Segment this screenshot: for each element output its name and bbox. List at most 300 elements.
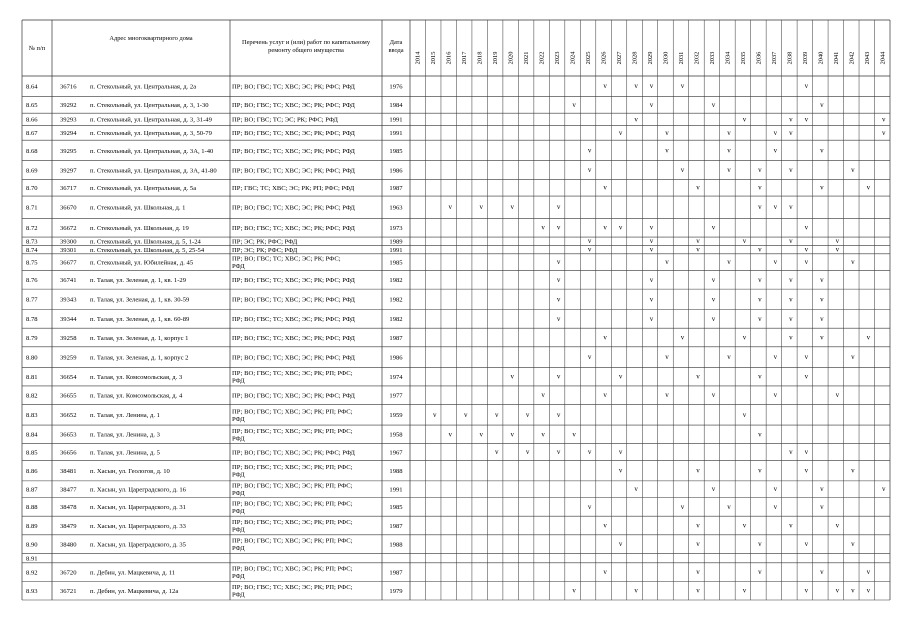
row-mark-2029: v (649, 245, 654, 254)
header-year-2038: 2038 (786, 51, 794, 65)
row-mark-2036: v (758, 183, 762, 192)
row-mark-2035: v (742, 521, 747, 530)
row-mark-2040: v (820, 485, 824, 494)
table-row (26, 519, 840, 534)
row-works-line1: ПР; ВО; ГВС; ТС; ХВС; ЭС; РК; РП; РФС; (232, 584, 353, 592)
row-works-line1: ПР; ВО; ГВС; ТС; ХВС; ЭС; РК; РП; РФС; (232, 427, 353, 435)
row-mark-2035: v (742, 586, 747, 595)
row-mark-2030: v (665, 128, 669, 137)
row-mark-2040: v (820, 183, 824, 192)
row-mark-2039: v (804, 448, 809, 457)
row-house-id: 38478 (60, 504, 77, 512)
row-house-id: 38477 (60, 486, 77, 494)
row-address: п. Стекольный, ул. Центральная, д. 5а (90, 184, 197, 192)
row-commission-year: 1991 (389, 246, 403, 254)
row-mark-2038: v (789, 295, 793, 304)
row-works-line1: ПР; ВО; ГВС; ТС; ХВС; ЭС; РК; РП; РФС; (232, 482, 353, 490)
row-address: п. Стекольный, ул. Школьная, д. 1 (90, 204, 186, 212)
row-mark-2038: v (789, 115, 793, 124)
row-house-id: 36656 (60, 449, 77, 457)
row-address: п. Талая, ул. Ленина, д. 1 (90, 412, 160, 420)
row-mark-2037: v (773, 203, 778, 212)
row-num: 8.70 (26, 184, 38, 192)
header-year-2039: 2039 (801, 51, 809, 65)
row-mark-2031: v (680, 166, 685, 175)
row-address: п. Хасын, ул. Цареградского, д. 16 (90, 486, 186, 494)
row-num: 8.86 (26, 467, 38, 475)
row-mark-2032: v (696, 586, 700, 595)
row-mark-2033: v (711, 485, 716, 494)
row-mark-2042: v (851, 166, 855, 175)
row-mark-2028: v (634, 115, 638, 124)
row-mark-2042: v (851, 258, 855, 267)
row-mark-2027: v (618, 540, 623, 549)
header-year-2032: 2032 (693, 51, 701, 65)
header-year-2040: 2040 (817, 51, 825, 65)
row-num: 8.91 (26, 555, 38, 563)
row-commission-year: 1985 (389, 504, 403, 512)
row-mark-2035: v (742, 410, 747, 419)
row-commission-year: 1987 (389, 184, 403, 192)
row-commission-year: 1988 (389, 541, 403, 549)
row-mark-2026: v (603, 183, 607, 192)
row-commission-year: 1987 (389, 522, 403, 530)
row-mark-2026: v (603, 521, 607, 530)
row-mark-2036: v (758, 166, 762, 175)
row-mark-2039: v (804, 115, 809, 124)
row-mark-2037: v (773, 353, 778, 362)
row-mark-2036: v (758, 314, 762, 323)
row-house-id: 39259 (60, 354, 77, 362)
row-mark-2040: v (820, 100, 824, 109)
row-house-id: 39344 (60, 316, 77, 324)
row-mark-2033: v (711, 314, 716, 323)
row-mark-2025: v (587, 353, 592, 362)
row-mark-2034: v (727, 258, 731, 267)
row-commission-year: 1986 (389, 354, 403, 362)
row-mark-2035: v (742, 115, 747, 124)
row-mark-2038: v (789, 128, 793, 137)
row-mark-2039: v (804, 245, 809, 254)
row-mark-2023: v (556, 203, 561, 212)
row-works-line2: РФД (232, 507, 245, 515)
row-address: п. Стекольный, ул. Центральная, д. 3, 50-79 (90, 130, 212, 138)
row-mark-2036: v (758, 203, 762, 212)
row-house-id: 39294 (60, 130, 77, 138)
row-works-line2: РФД (232, 415, 245, 423)
row-mark-2044: v (882, 485, 886, 494)
table-row (26, 448, 809, 456)
header-year-2025: 2025 (585, 51, 593, 65)
row-mark-2039: v (804, 353, 809, 362)
row-num: 8.75 (26, 259, 38, 267)
header-year-2027: 2027 (616, 51, 624, 65)
row-works-line1: ПР; ВО; ГВС; ТС; ХВС; ЭС; РК; РФС; (232, 255, 341, 263)
row-house-id: 36652 (60, 412, 77, 420)
header-year-2024: 2024 (569, 51, 577, 65)
row-mark-2032: v (696, 466, 700, 475)
row-mark-2042: v (851, 540, 855, 549)
row-commission-year: 1984 (389, 102, 403, 110)
row-commission-year: 1982 (389, 277, 403, 285)
row-works-line1: ПР; ВО; ГВС; ТС; ХВС; ЭС; РК; РП; РФС; (232, 537, 353, 545)
row-mark-2024: v (572, 430, 576, 439)
row-works: ПР; ВО; ГВС; ТС; ХВС; ЭС; РК; РФС; РФД (232, 130, 355, 138)
row-works: ПР; ГВС; ТС; ХВС; ЭС; РК; РП; РФС; РФД (232, 184, 355, 192)
row-mark-2031: v (680, 333, 685, 342)
row-num: 8.89 (26, 522, 38, 530)
row-works: ПР; ВО; ГВС; ТС; ХВС; ЭС; РК; РФС; РФД (232, 147, 355, 155)
row-num: 8.93 (26, 587, 38, 595)
row-num: 8.92 (26, 569, 38, 577)
row-mark-2020: v (510, 430, 514, 439)
row-works-line2: РФД (232, 573, 245, 581)
row-mark-2020: v (510, 372, 514, 381)
row-commission-year: 1973 (389, 225, 403, 233)
row-mark-2036: v (758, 245, 762, 254)
row-mark-2030: v (665, 146, 669, 155)
row-mark-2037: v (773, 485, 778, 494)
row-mark-2023: v (556, 258, 561, 267)
header-year-2036: 2036 (755, 51, 763, 65)
row-commission-year: 1959 (389, 412, 403, 420)
row-house-id: 36717 (60, 184, 77, 192)
table-row (26, 408, 747, 423)
header-year-line2: ввода (388, 47, 404, 54)
row-mark-2022: v (541, 391, 545, 400)
row-mark-2038: v (789, 203, 793, 212)
row-mark-2029: v (649, 275, 654, 284)
row-address: п. Талая, ул. Зеленая, д. 1, корпус 1 (90, 334, 189, 342)
row-commission-year: 1982 (389, 316, 403, 324)
row-num: 8.72 (26, 225, 38, 233)
row-num: 8.64 (26, 83, 38, 91)
row-address: п. Талая, ул. Комсомольская, д. 3 (90, 373, 183, 381)
row-mark-2041: v (835, 521, 840, 530)
row-mark-2032: v (696, 237, 700, 246)
row-commission-year: 1991 (389, 486, 403, 494)
row-works-line2: РФД (232, 545, 245, 553)
row-mark-2037: v (773, 258, 778, 267)
row-mark-2029: v (649, 82, 654, 91)
row-house-id: 36720 (60, 569, 77, 577)
row-num: 8.66 (26, 116, 38, 124)
row-mark-2039: v (804, 540, 809, 549)
table-row (26, 203, 793, 211)
row-mark-2029: v (649, 237, 654, 246)
table-row (26, 224, 809, 232)
row-commission-year: 1977 (389, 392, 403, 400)
row-works: ПР; ВО; ГВС; ТС; ХВС; ЭС; РК; РФС; РФД (232, 102, 355, 110)
row-address: п. Хасын, ул. Цареградского, д. 31 (90, 504, 186, 512)
row-mark-2038: v (789, 237, 793, 246)
table-row (26, 184, 871, 192)
row-works: ПР; ВО; ГВС; ТС; ХВС; ЭС; РК; РФС; РФД (232, 225, 355, 233)
row-works: ПР; ВО; ГВС; ТС; ЭС; РК; РФС; РФД (232, 116, 338, 124)
row-mark-2027: v (618, 448, 623, 457)
header-year-2023: 2023 (554, 51, 562, 65)
row-mark-2028: v (634, 82, 638, 91)
row-mark-2035: v (742, 237, 747, 246)
row-works: ПР; ВО; ГВС; ТС; ХВС; ЭС; РК; РФС; РФД (232, 83, 355, 91)
row-mark-2030: v (665, 258, 669, 267)
row-mark-2023: v (556, 275, 561, 284)
row-works-line2: РФД (232, 490, 245, 498)
row-mark-2023: v (556, 410, 561, 419)
row-works-line2: РФД (232, 591, 245, 599)
row-mark-2041: v (835, 391, 840, 400)
row-address: п. Стекольный, ул. Центральная, д. 3, 1-30 (90, 102, 209, 110)
header-year-2019: 2019 (492, 51, 500, 65)
row-house-id: 36655 (60, 392, 77, 400)
row-num: 8.71 (26, 204, 38, 212)
row-address: п. Талая, ул. Зеленая, д. 1, кв. 60-89 (90, 316, 190, 324)
header-year-2033: 2033 (708, 51, 716, 65)
row-house-id: 38481 (60, 467, 77, 475)
row-num: 8.80 (26, 354, 38, 362)
header-year-2029: 2029 (647, 51, 654, 65)
row-mark-2034: v (727, 128, 731, 137)
row-commission-year: 1991 (389, 116, 403, 124)
row-works: ПР; ЭС; РК; РФС; РФД (232, 238, 298, 246)
row-commission-year: 1987 (389, 334, 403, 342)
row-num: 8.77 (26, 296, 38, 304)
row-address: п. Стекольный, ул. Юбилейная, д. 45 (90, 259, 194, 267)
row-house-id: 36716 (60, 83, 77, 91)
table-row (26, 115, 886, 123)
row-mark-2037: v (773, 128, 778, 137)
header-works-line2: ремонту общего имущества (268, 47, 344, 54)
row-mark-2032: v (696, 372, 700, 381)
header-works-line1: Перечень услуг и (или) работ по капитальному (241, 39, 371, 46)
row-num: 8.65 (26, 102, 38, 110)
row-mark-2037: v (773, 502, 778, 511)
row-mark-2039: v (804, 223, 809, 232)
row-commission-year: 1986 (389, 167, 403, 175)
row-mark-2026: v (603, 391, 607, 400)
header-year-2043: 2043 (863, 51, 871, 65)
row-mark-2027: v (618, 466, 623, 475)
header-year-line1: Дата (389, 39, 403, 46)
header-year-2044: 2044 (879, 51, 887, 65)
row-works-line1: ПР; ВО; ГВС; ТС; ХВС; ЭС; РК; РП; РФС; (232, 370, 353, 378)
row-address: п. Дебин, ул. Мацкевича, д. 12а (90, 587, 179, 595)
row-commission-year: 1988 (389, 467, 403, 475)
row-mark-2024: v (572, 100, 576, 109)
row-mark-2028: v (634, 586, 638, 595)
row-works: ПР; ВО; ГВС; ТС; ХВС; ЭС; РК; РФС; РФД (232, 204, 355, 212)
row-mark-2030: v (665, 391, 669, 400)
row-mark-2040: v (820, 314, 824, 323)
table-row (26, 391, 840, 399)
row-num: 8.87 (26, 486, 38, 494)
row-mark-2032: v (696, 183, 700, 192)
row-mark-2033: v (711, 100, 716, 109)
row-mark-2031: v (680, 82, 685, 91)
header-year-2028: 2028 (631, 51, 639, 65)
row-commission-year: 1989 (389, 238, 403, 246)
table-row (26, 129, 886, 137)
table-row (26, 353, 855, 361)
row-num: 8.85 (26, 449, 38, 457)
row-mark-2029: v (649, 223, 654, 232)
row-num: 8.73 (26, 238, 38, 246)
row-address: п. Стекольный, ул. Школьная, д. 5, 1-24 (90, 238, 201, 246)
row-house-id: 39300 (60, 238, 77, 246)
row-address: п. Хасын, ул. Цареградского, д. 35 (90, 541, 186, 549)
row-mark-2043: v (866, 333, 871, 342)
row-works: ПР; ВО; ГВС; ТС; ХВС; ЭС; РК; РФС; РФД (232, 354, 355, 362)
row-works: ПР; ВО; ГВС; ТС; ХВС; ЭС; РК; РФС; РФД (232, 392, 355, 400)
row-mark-2029: v (649, 100, 654, 109)
row-mark-2040: v (820, 568, 824, 577)
row-address: п. Дебин, ул. Мацкевича, д. 11 (90, 569, 176, 577)
row-mark-2020: v (510, 203, 514, 212)
row-mark-2019: v (494, 448, 499, 457)
row-commission-year: 1974 (389, 373, 403, 381)
row-mark-2036: v (758, 466, 762, 475)
row-house-id: 36654 (60, 373, 77, 381)
row-works-line2: РФД (232, 526, 245, 534)
row-mark-2032: v (696, 245, 700, 254)
row-mark-2041: v (835, 245, 840, 254)
row-commission-year: 1985 (389, 259, 403, 267)
row-mark-2028: v (634, 485, 638, 494)
row-mark-2027: v (618, 372, 623, 381)
row-mark-2025: v (587, 448, 592, 457)
row-mark-2036: v (758, 568, 762, 577)
row-num: 8.76 (26, 277, 38, 285)
row-works: ПР; ЭС; РК; РФС; РФД (232, 246, 298, 254)
row-mark-2025: v (587, 245, 592, 254)
row-mark-2042: v (851, 586, 855, 595)
row-mark-2040: v (820, 275, 824, 284)
row-mark-2034: v (727, 146, 731, 155)
row-mark-2043: v (866, 568, 871, 577)
row-address: п. Талая, ул. Ленина, д. 5 (90, 449, 160, 457)
row-house-id: 39343 (60, 296, 77, 304)
table-row (26, 464, 855, 479)
header-year-2021: 2021 (523, 51, 531, 65)
row-mark-2039: v (804, 466, 809, 475)
row-address: п. Талая, ул. Зеленая, д. 1, кв. 1-29 (90, 277, 186, 285)
row-commission-year: 1979 (389, 587, 403, 595)
row-mark-2033: v (711, 391, 716, 400)
header-year-2018: 2018 (476, 51, 484, 65)
header-year-2041: 2041 (832, 51, 840, 65)
row-num: 8.84 (26, 431, 38, 439)
table-row (26, 428, 762, 443)
header-year-2017: 2017 (461, 51, 469, 65)
row-house-id: 38479 (60, 522, 77, 530)
row-mark-2040: v (820, 502, 824, 511)
row-commission-year: 1967 (389, 449, 403, 457)
row-mark-2023: v (556, 223, 561, 232)
row-works-line2: РФД (232, 435, 245, 443)
row-mark-2038: v (789, 275, 793, 284)
row-mark-2026: v (603, 568, 607, 577)
row-address: п. Стекольный, ул. Школьная, д. 19 (90, 225, 189, 233)
row-mark-2038: v (789, 166, 793, 175)
row-house-id: 39297 (60, 167, 77, 175)
row-mark-2032: v (696, 568, 700, 577)
row-mark-2034: v (727, 353, 731, 362)
row-num: 8.67 (26, 130, 38, 138)
row-mark-2021: v (525, 448, 530, 457)
header-year-2022: 2022 (538, 51, 546, 65)
row-house-id: 36721 (60, 587, 77, 595)
row-mark-2029: v (649, 295, 654, 304)
row-mark-2036: v (758, 372, 762, 381)
row-house-id: 39301 (60, 246, 77, 254)
row-num: 8.83 (26, 412, 38, 420)
row-mark-2041: v (835, 237, 840, 246)
row-num: 8.88 (26, 504, 38, 512)
row-mark-2044: v (882, 128, 886, 137)
row-address: п. Стекольный, ул. Школьная, д. 5, 25-54 (90, 246, 205, 254)
row-commission-year: 1985 (389, 147, 403, 155)
table-row (26, 584, 871, 599)
table-header (29, 35, 886, 64)
row-address: п. Стекольный, ул. Центральная, д. 2а (90, 83, 197, 91)
row-mark-2031: v (680, 502, 685, 511)
row-mark-2025: v (587, 237, 592, 246)
row-mark-2039: v (804, 258, 809, 267)
row-mark-2026: v (603, 223, 607, 232)
row-mark-2036: v (758, 540, 762, 549)
row-house-id: 39258 (60, 334, 77, 342)
row-num: 8.79 (26, 334, 38, 342)
row-mark-2023: v (556, 448, 561, 457)
row-mark-2038: v (789, 333, 793, 342)
row-mark-2029: v (649, 314, 654, 323)
row-mark-2039: v (804, 82, 809, 91)
row-num: 8.74 (26, 246, 38, 254)
header-year-2020: 2020 (507, 51, 515, 65)
row-mark-2016: v (448, 430, 453, 439)
row-mark-2023: v (556, 314, 561, 323)
table-row (26, 246, 840, 254)
table-row (26, 483, 886, 498)
row-house-id: 38480 (60, 541, 77, 549)
row-mark-2023: v (556, 295, 561, 304)
row-mark-2036: v (758, 295, 762, 304)
row-mark-2021: v (525, 410, 530, 419)
table-body (26, 82, 886, 598)
table-row (26, 555, 38, 562)
row-mark-2033: v (711, 275, 716, 284)
row-mark-2022: v (541, 223, 545, 232)
row-mark-2037: v (773, 391, 778, 400)
row-works: ПР; ВО; ГВС; ТС; ХВС; ЭС; РК; РФС; РФД (232, 296, 355, 304)
row-mark-2027: v (618, 223, 623, 232)
row-mark-2025: v (587, 146, 592, 155)
row-mark-2043: v (866, 586, 871, 595)
header-year-2035: 2035 (739, 51, 747, 65)
row-commission-year: 1963 (389, 204, 403, 212)
row-address: п. Стекольный, ул. Центральная, д. 3, 31-49 (90, 116, 212, 124)
row-mark-2040: v (820, 295, 824, 304)
table-row (26, 166, 855, 174)
row-mark-2038: v (789, 314, 793, 323)
row-address: п. Хасын, ул. Геологов, д. 10 (90, 467, 170, 475)
row-works-line1: ПР; ВО; ГВС; ТС; ХВС; ЭС; РК; РП; РФС; (232, 500, 353, 508)
row-house-id: 36741 (60, 277, 77, 285)
row-mark-2023: v (556, 372, 561, 381)
header-year-2015: 2015 (430, 51, 438, 65)
row-mark-2024: v (572, 586, 576, 595)
table-row (26, 256, 855, 271)
